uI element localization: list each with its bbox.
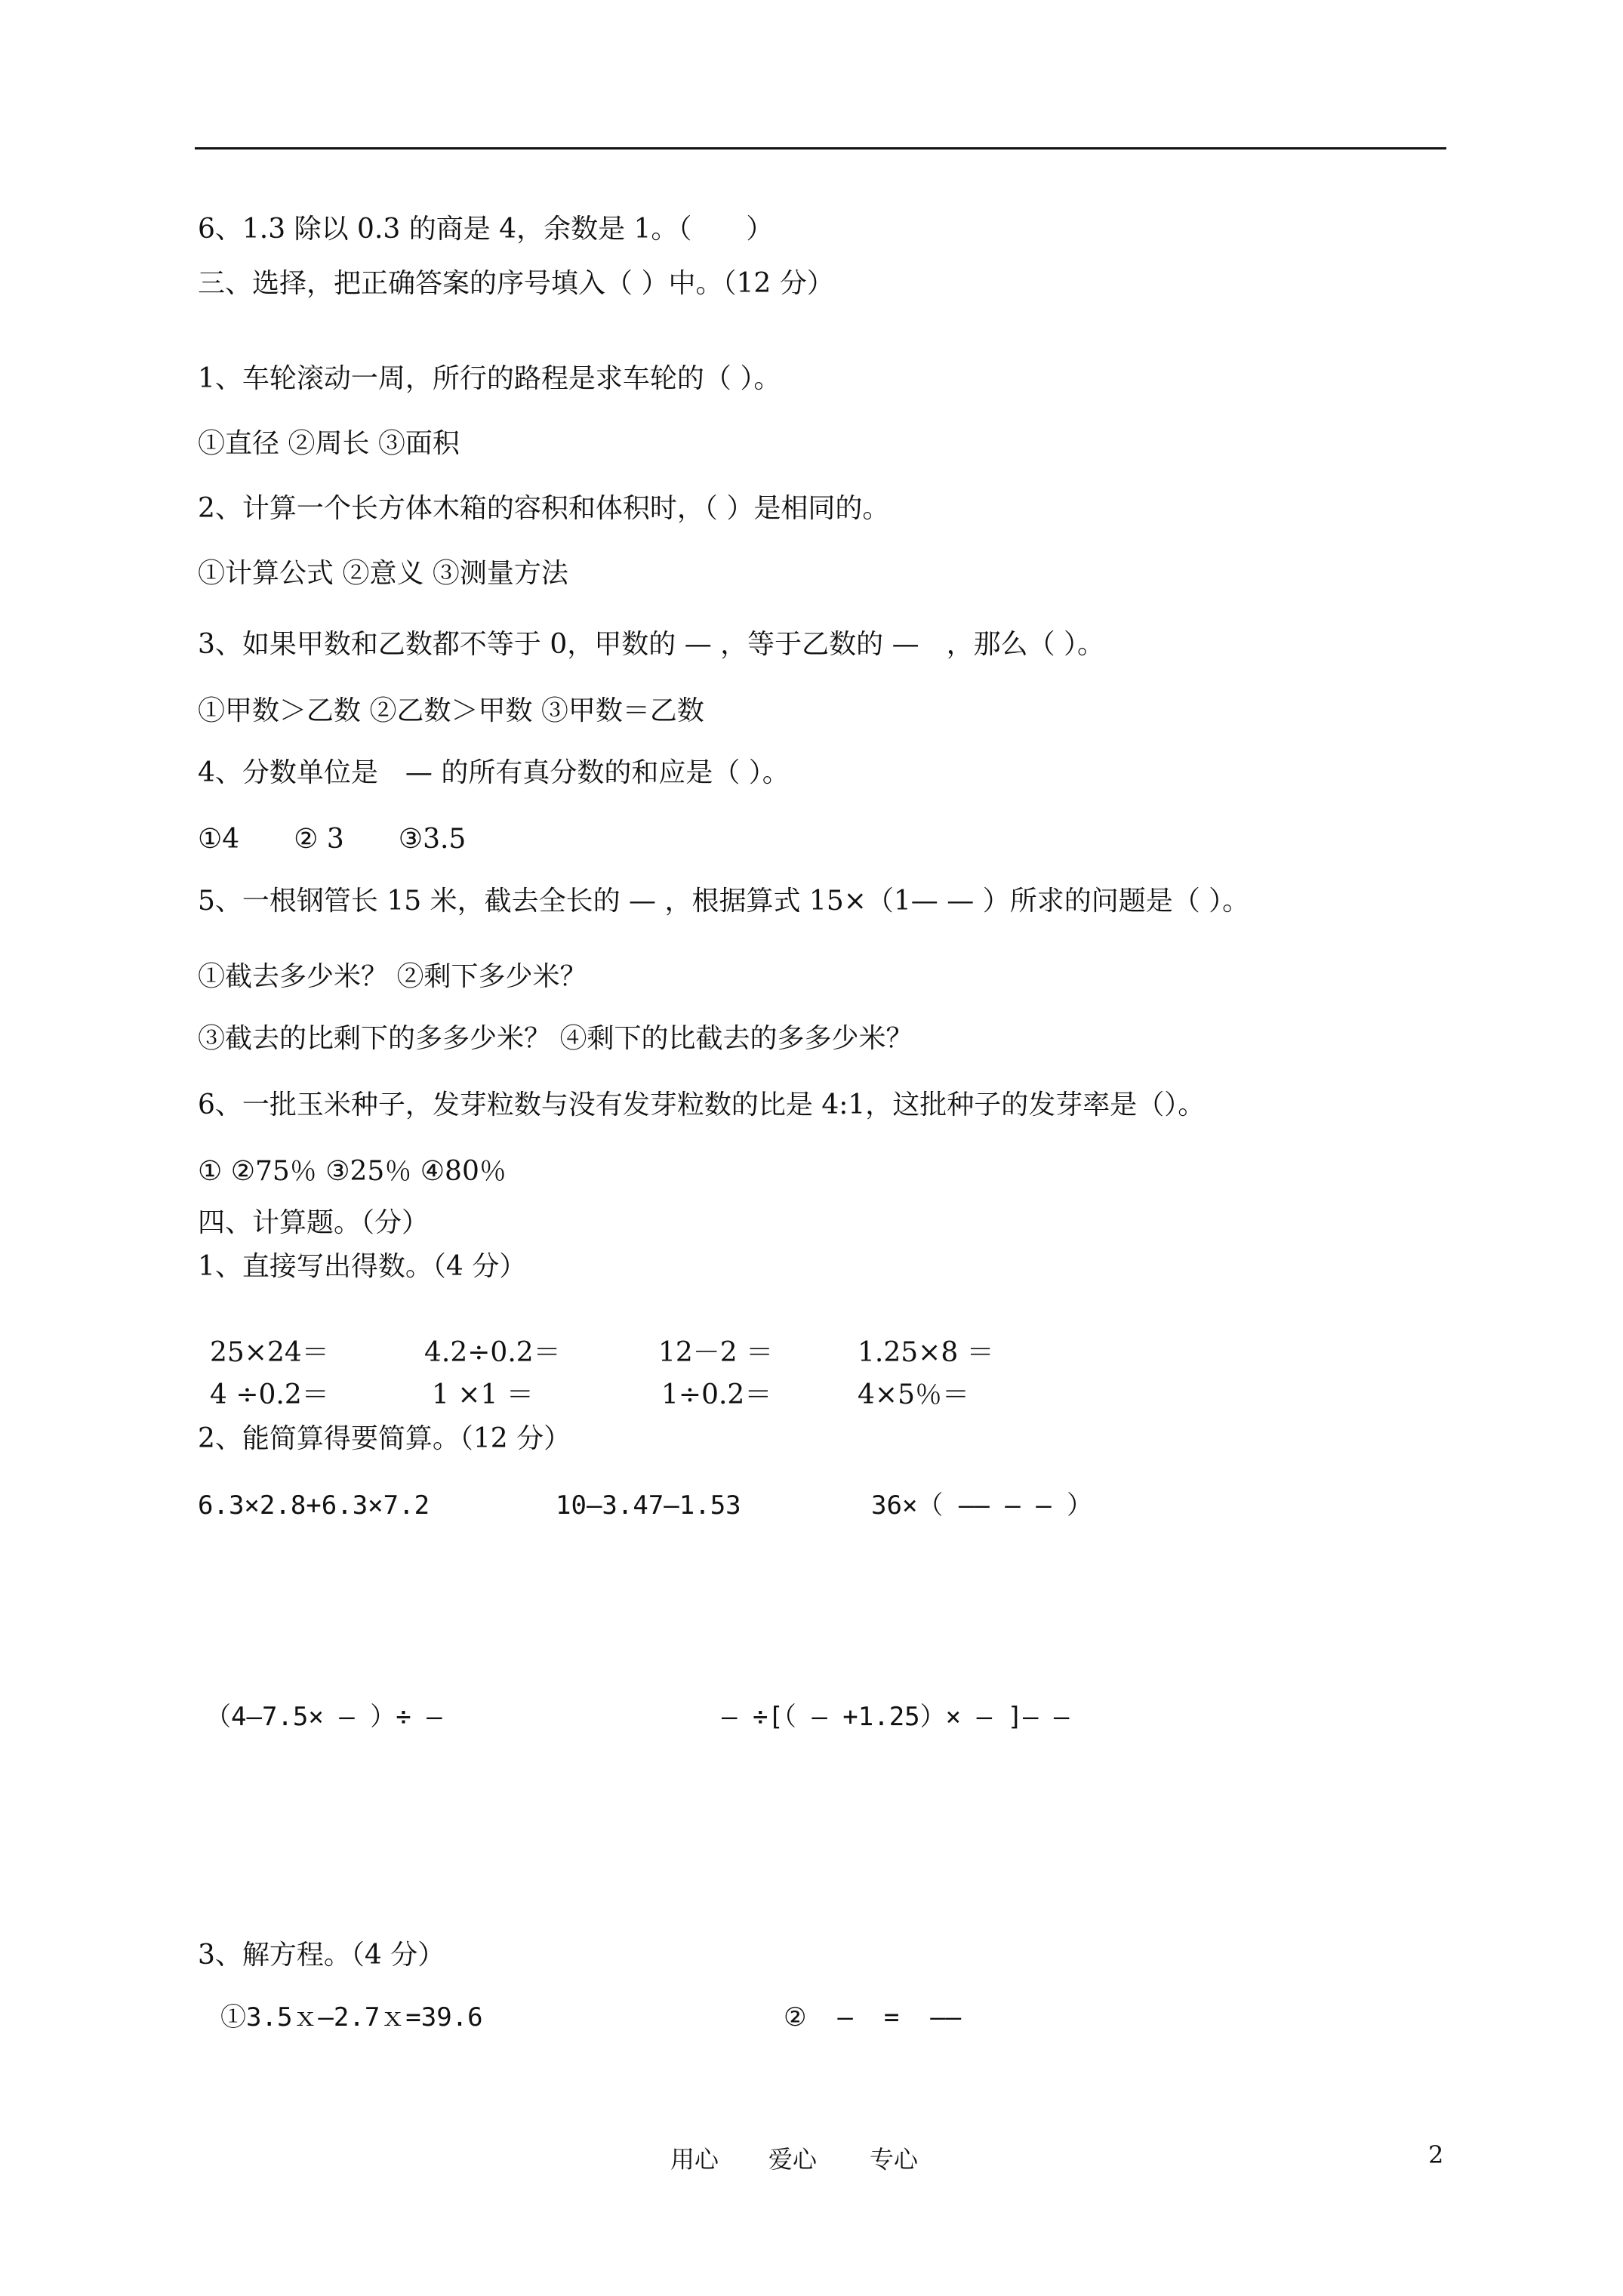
section3-question-5-options-b: ③截去的比剩下的多多少米？ ④剩下的比截去的多多少米？ <box>198 1023 913 1054</box>
section3-title: 三、选择，把正确答案的序号填入（ ）中。（12 分） <box>198 268 834 299</box>
section4-part2-title: 2、能简算得要简算。（12 分） <box>198 1423 571 1454</box>
section3-question-5-options-a: ①截去多少米？ ②剩下多少米？ <box>198 961 587 992</box>
section4-part3-title: 3、解方程。（4 分） <box>198 1940 445 1971</box>
section3-question-1: 1、车轮滚动一周，所行的路程是求车轮的（ ）。 <box>198 363 781 394</box>
section4-part1-title: 1、直接写出得数。（4 分） <box>198 1251 527 1282</box>
mental-math-item: 12－2 ＝ <box>658 1337 774 1368</box>
section3-question-3-options: ①甲数＞乙数 ②乙数＞甲数 ③甲数＝乙数 <box>198 695 704 726</box>
mental-math-item: 4 ÷0.2＝ <box>210 1379 329 1410</box>
mental-math-item: 4.2÷0.2＝ <box>424 1337 561 1368</box>
section3-question-2-options: ①计算公式 ②意义 ③测量方法 <box>198 558 568 589</box>
simplify-expression: （4—7.5× — ）÷ — <box>205 1702 442 1732</box>
mental-math-item: 4×5％＝ <box>858 1379 969 1410</box>
section3-question-4: 4、分数单位是 — 的所有真分数的和应是（ ）。 <box>198 757 790 788</box>
section3-question-3: 3、如果甲数和乙数都不等于 0，甲数的 — ，等于乙数的 — ，那么（ ）。 <box>198 629 1105 660</box>
mental-math-item: 1.25×8 ＝ <box>858 1337 994 1368</box>
simplify-expression: 10—3.47—1.53 <box>556 1490 741 1521</box>
mental-math-item: 1÷0.2＝ <box>661 1379 772 1410</box>
footer-motto-1: 用心 <box>670 2145 719 2174</box>
footer-motto-3: 专心 <box>870 2145 919 2174</box>
section4-title: 四、计算题。（分） <box>198 1207 430 1238</box>
section3-question-5: 5、一根钢管长 15 米，截去全长的 — ，根据算式 15×（1— — ）所求的问题是（ ）。 <box>198 886 1250 917</box>
equation-2: ② — = —— <box>784 2002 962 2032</box>
section3-question-2: 2、计算一个长方体木箱的容积和体积时，（ ）是相同的。 <box>198 493 890 524</box>
section3-question-4-options: ①4 ② 3 ③3.5 <box>198 824 467 855</box>
header-rule <box>195 147 1446 149</box>
section2-question-6: 6、1.3 除以 0.3 的商是 4，余数是 1。（ ） <box>198 214 774 245</box>
section3-question-1-options: ①直径 ②周长 ③面积 <box>198 428 460 459</box>
simplify-expression: 6.3×2.8+6.3×7.2 <box>198 1490 430 1521</box>
mental-math-item: 1 ×1 ＝ <box>432 1379 534 1410</box>
mental-math-item: 25×24＝ <box>210 1337 329 1368</box>
section3-question-6: 6、一批玉米种子，发芽粒数与没有发芽粒数的比是 4:1，这批种子的发芽率是（）。 <box>198 1089 1206 1120</box>
section3-question-6-options: ① ②75％ ③25％ ④80％ <box>198 1156 507 1187</box>
page-number: 2 <box>1428 2140 1444 2169</box>
simplify-expression: — ÷[（ — +1.25）× — ]— — <box>722 1702 1070 1732</box>
footer-motto-2: 爱心 <box>768 2145 818 2174</box>
simplify-expression: 36×（ —— — — ） <box>871 1490 1093 1521</box>
equation-1: ①3.5ｘ—2.7ｘ=39.6 <box>220 2002 483 2032</box>
